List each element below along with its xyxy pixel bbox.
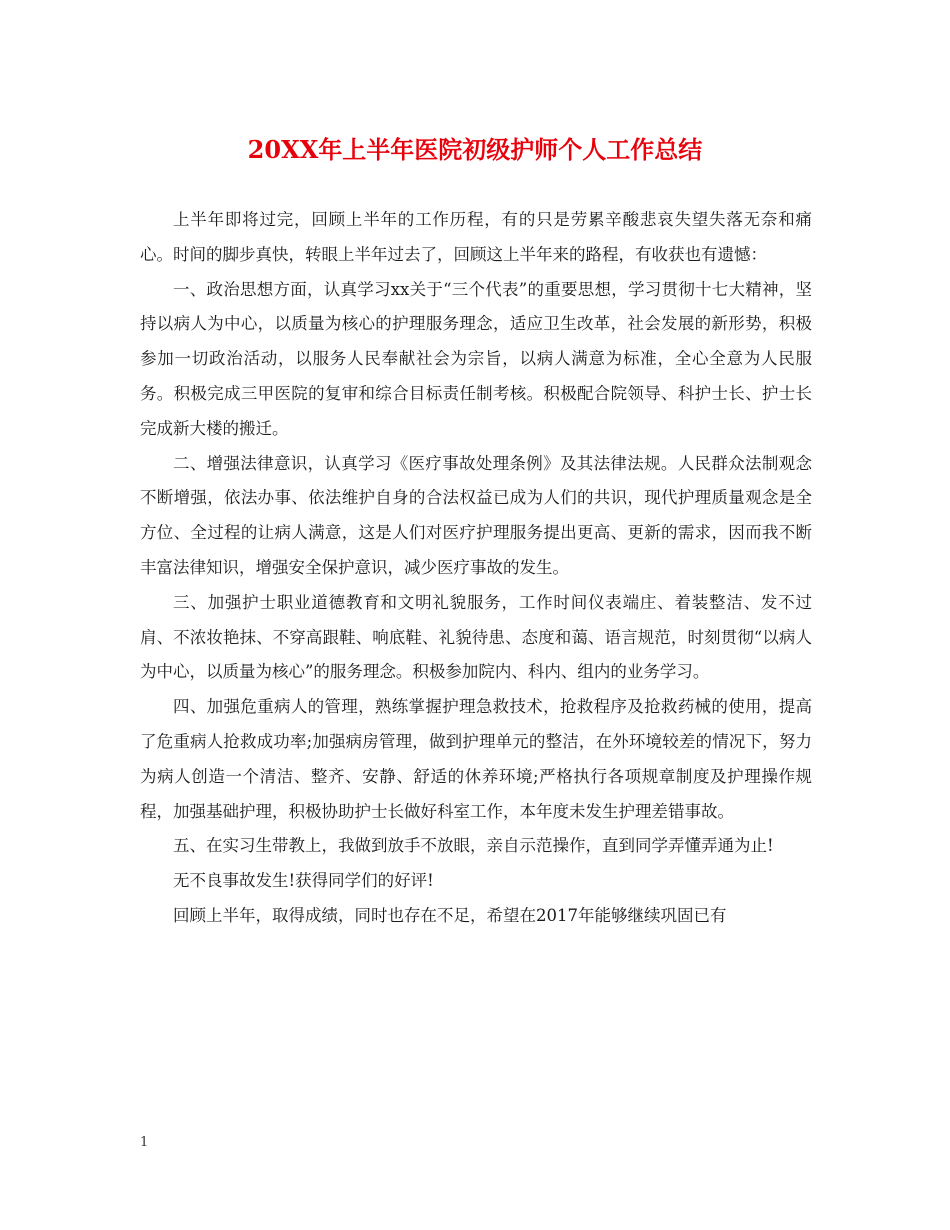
paragraph-teaching: 五、在实习生带教上，我做到放手不放眼，亲自示范操作，直到同学弄懂弄通为止! <box>173 836 774 856</box>
document-body <box>140 203 812 934</box>
paragraph-review: 回顾上半年，取得成绩，同时也存在不足，希望在2017年能够继续巩固已有 <box>173 905 727 925</box>
paragraph-political: 一、政治思想方面，认真学习xx关于“三个代表”的重要思想，学习贯彻十七大精神，坚持以病人为中心，以质量为核心的护理服务理念，适应卫生改革，社会发展的新形势，积极参加一切政治活动，以服务人民奉献社会为宗旨，以病人满意为标准，全心全意为人民服务。积极完成三甲医院的复审和综合目标责任制考核。积极配合院领导、科护士长、护士长完成新大楼的搬迁。 <box>140 279 812 438</box>
document-title: 20XX年上半年医院初级护师个人工作总结 <box>247 135 703 164</box>
paragraph-legal: 二、增强法律意识，认真学习《医疗事故处理条例》及其法律法规。人民群众法制观念不断增强，依法办事、依法维护自身的合法权益已成为人们的共识，现代护理质量观念是全方位、全过程的让病人满意，这是人们对医疗护理服务提出更高、更新的需求，因而我不断丰富法律知识，增强安全保护意识，减少医疗事故的发生。 <box>140 453 812 577</box>
paragraph-no-incidents: 无不良事故发生!获得同学们的好评! <box>173 871 434 891</box>
paragraph-intro: 上半年即将过完，回顾上半年的工作历程，有的只是劳累辛酸悲哀失望失落无奈和痛心。时间的脚步真快，转眼上半年过去了，回顾这上半年来的路程，有收获也有遗憾： <box>140 210 812 264</box>
paragraph-critical-care: 四、加强危重病人的管理，熟练掌握护理急救技术，抢救程序及抢救药械的使用，提高了危重病人抢救成功率;加强病房管理，做到护理单元的整洁，在外环境较差的情况下，努力为病人创造一个清洁、整齐、安静、舒适的休养环境;严格执行各项规章制度及护理操作规程，加强基础护理，积极协助护士长做好科室工作，本年度未发生护理差错事故。 <box>140 697 812 821</box>
page-number: 1 <box>140 1135 149 1150</box>
paragraph-ethics: 三、加强护士职业道德教育和文明礼貌服务，工作时间仪表端庄、着装整洁、发不过肩、不浓妆艳抹、不穿高跟鞋、响底鞋、礼貌待患、态度和蔼、语言规范，时刻贯彻“以病人为中心，以质量为核心”的服务理念。积极参加院内、科内、组内的业务学习。 <box>140 592 812 682</box>
